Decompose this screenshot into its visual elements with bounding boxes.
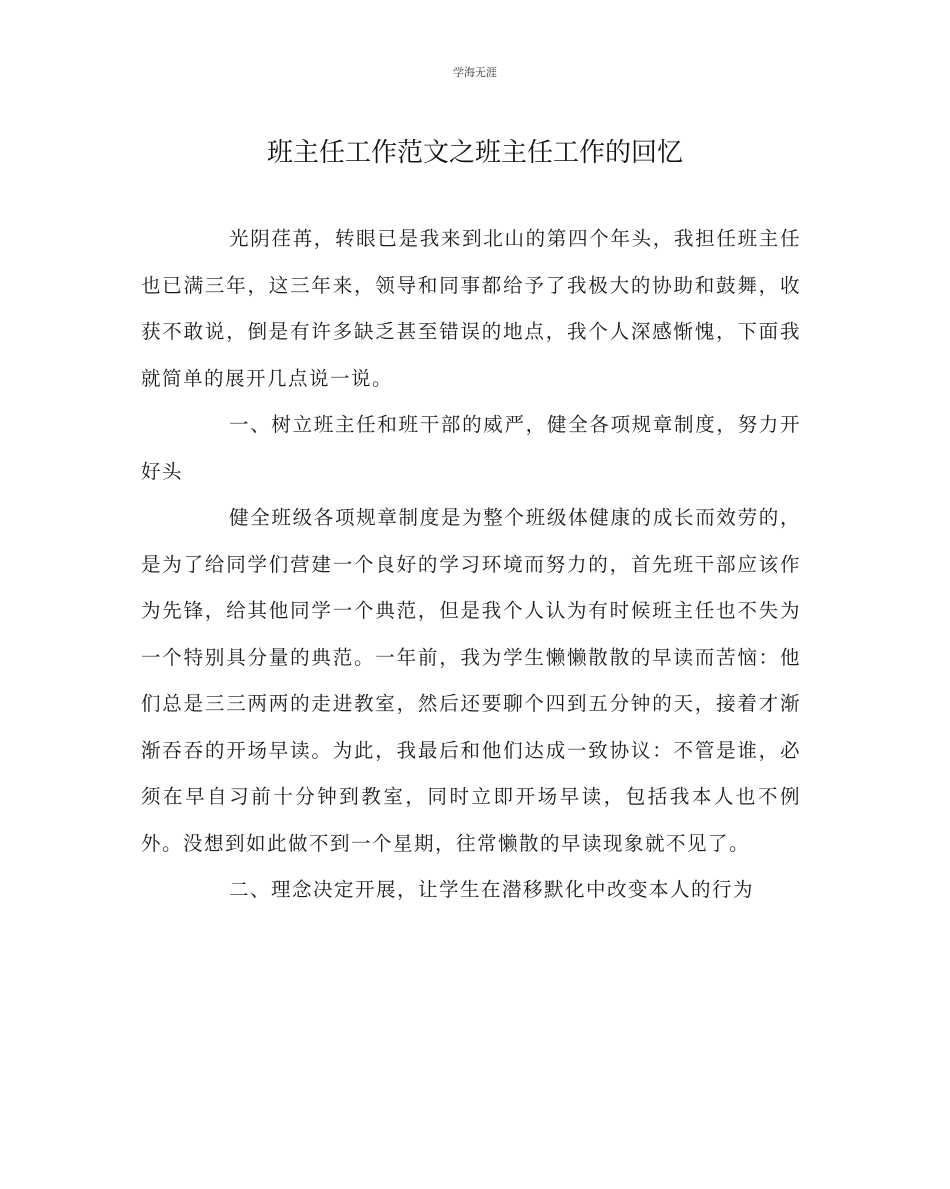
section-heading-2: 二、理念决定开展，让学生在潜移默化中改变本人的行为 xyxy=(229,878,755,901)
paragraph-intro: 光阴荏苒，转眼已是我来到北山的第四个年头，我担任班主任也已满三年，这三年来，领导和同事都给予了我极大的协助和鼓舞，收获不敢说，倒是有许多缺乏甚至错误的地点，我个人深感惭愧，下面我就简单的展开几点说一说。 xyxy=(141,227,801,390)
page-header: 学海无涯 xyxy=(453,66,497,79)
paragraph-section-1: 健全班级各项规章制度是为整个班级体健康的成长而效劳的，是为了给同学们营建一个良好的学习环境而努力的，首先班干部应该作为先锋，给其他同学一个典范，但是我个人认为有时候班主任也不失为一个特别具分量的典范。一年前，我为学生懒懒散散的早读而苦恼：他们总是三三两两的走进教室，然后还要聊个四到五分钟的天，接着才渐渐吞吞的开场早读。为此，我最后和他们达成一致协议：不管是谁，必须在早自习前十分钟到教室，同时立即开场早读，包括我本人也不例外。没想到如此做不到一个星期，往常懒散的早读现象就不见了。 xyxy=(141,506,801,855)
document-title: 班主任工作范文之班主任工作的回忆 xyxy=(266,138,683,168)
document-body xyxy=(141,216,801,914)
section-heading-1: 一、树立班主任和班干部的威严，健全各项规章制度，努力开好头 xyxy=(141,413,801,483)
